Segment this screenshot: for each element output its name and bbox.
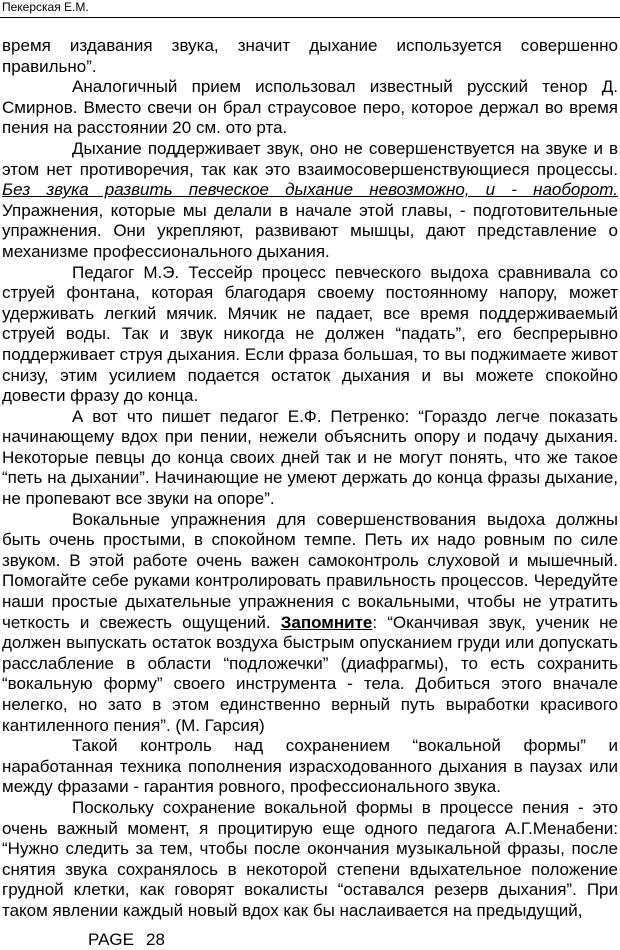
paragraph — [2, 510, 618, 737]
paragraph — [2, 263, 618, 407]
paragraph-text: время издавания звука, значит дыхание используется совершенно правильно”. — [2, 36, 618, 76]
paragraph-text: : “Оканчивая звук, ученик не должен выпускать остаток воздуха быстрым опусканием груди или допускать расслабление в области “подложечки” (диафрагмы), то есть сохранить “вокальную форму” своего инструмента - тела. Добиться этого вначале нелегко, но зато в этом единственно верный путь выработки красивого кантиленного пения”. (М. Гарсия) — [2, 612, 618, 735]
paragraph — [2, 736, 618, 798]
strong-text: Запомните — [280, 612, 373, 632]
paragraph — [2, 798, 618, 922]
paragraph-text: Вокальные упражнения для совершенствования выдоха должны быть очень простыми, в спокойном темпе. Петь их надо ровным по силе звуком. В этой работе очень важен самоконтроль слуховой и мышечный. Помогайте себе руками контролировать правильность процессов. Чередуйте наши простые дыхательные упражнения с вокальными, чтобы не утратить четкость и свежесть ощущений. — [2, 509, 618, 632]
body-text — [2, 36, 618, 922]
paragraph — [2, 407, 618, 510]
author-name: Пекерская Е.М. — [2, 0, 89, 14]
paragraph-text: Упражнения, которые мы делали в начале этой главы, - подготовительные упражнения. Они укрепляют, развивают мышцы, дают представление о механизме профессионального дыхания. — [2, 200, 618, 261]
page-header — [0, 0, 620, 18]
paragraph-text: Аналогичный прием использовал известный русский тенор Д. Смирнов. Вместо свечи он брал страусовое перо, которое держал во время пения на расстоянии 20 см. ото рта. — [2, 77, 618, 138]
paragraph-text: Такой контроль над сохранением “вокальной формы” и наработанная техника пополнения израсходованного дыхания в паузах или между фразами - гарантия ровного, профессионального звука. — [2, 736, 618, 797]
paragraph-text: А вот что пишет педагог Е.Ф. Петренко: “Гораздо легче показать начинающему вдох при пении, нежели объяснить опору и подачу дыхания. Некоторые певцы до конца своих дней так и не могут понять, что же такое “петь на дыхании”. Начинающие не умеют держать до конца фразы дыхание, не пропевают все звуки на опоре”. — [2, 406, 618, 509]
paragraph-text: Педагог М.Э. Тессейр процесс певческого выдоха сравнивала со струей фонтана, которая благодаря своему постоянному напору, может удерживать легкий мячик. Мячик не падает, все время поддерживаемый струей воды. Так и звук никогда не должен “падать”, его беспрерывно поддерживает струя дыхания. Если фраза большая, то вы поджимаете живот снизу, этим усилием подается остаток дыхания и вы можете спокойно довести фразу до конца. — [2, 262, 618, 406]
paragraph — [2, 77, 618, 139]
page-label: PAGE — [88, 930, 134, 949]
page-footer — [88, 930, 165, 950]
paragraph-text: Дыхание поддерживает звук, оно не совершенствуется на звуке и в этом нет противоречия, так как это взаимосовершенствующиеся процессы. — [2, 138, 618, 179]
paragraph — [2, 36, 618, 77]
paragraph-text: Поскольку сохранение вокальной формы в процессе пения - это очень важный момент, я процитирую еще одного педагога А.Г.Менабени: “Нужно следить за тем, чтобы после окончания музыкальной фразы, после снятия звука сохранялось в некоторой степени вдыхательное положение грудной клетки, как говорят вокалисты “оставался резерв дыхания”. При таком явлении каждый новый вдох как бы наслаивается на предыдущий, — [2, 797, 618, 920]
emphasis-text: Без звука развить певческое дыхание невозможно, и - наоборот. — [2, 180, 618, 200]
paragraph — [2, 139, 618, 263]
page-number: 28 — [145, 930, 165, 949]
